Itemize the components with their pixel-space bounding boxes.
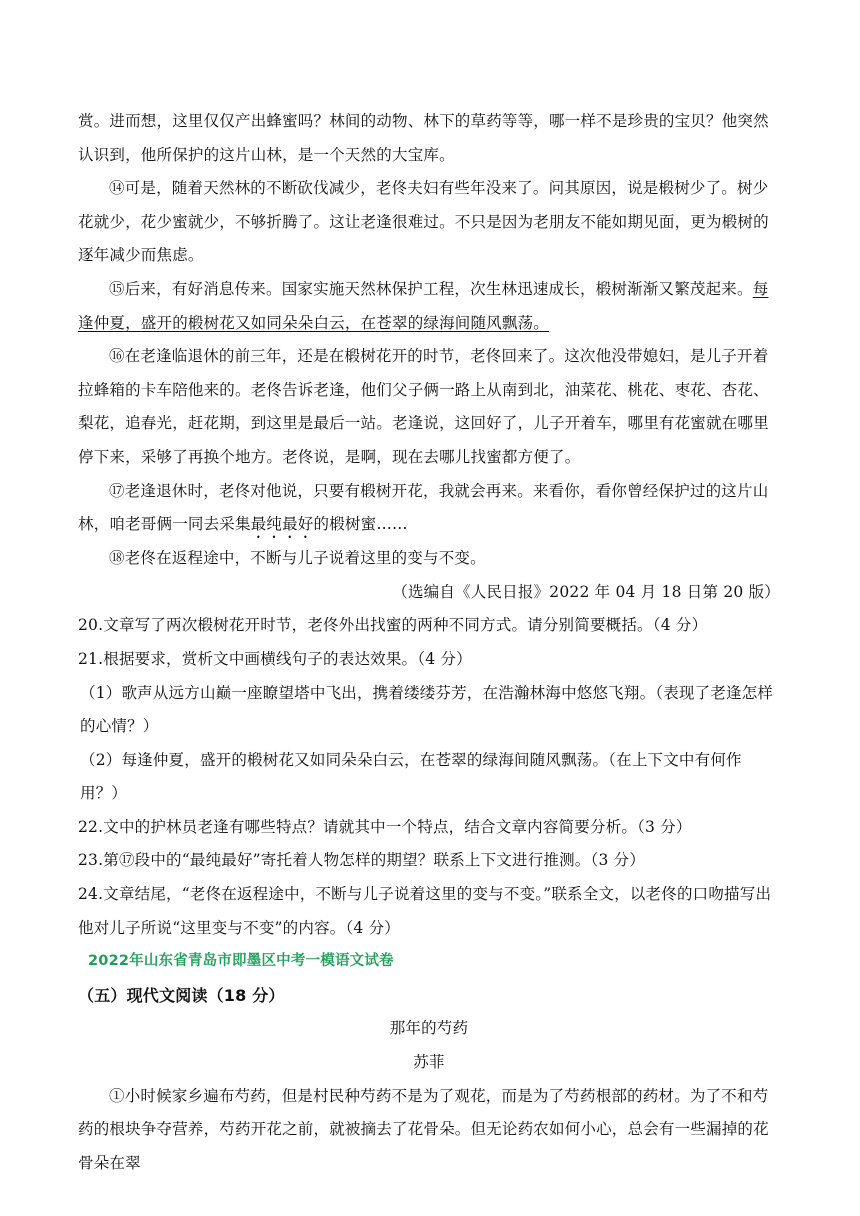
- question-24: 24.文章结尾，“老佟在返程途中，不断与儿子说着这里的变与不变。”联系全文，以老佟的口吻描写出他对儿子所说“这里变与不变”的内容。（4 分）: [78, 885, 772, 937]
- article-paragraph-1: ①小时候家乡遍布芍药，但是村民种芍药不是为了观花，而是为了芍药根部的药材。为了不和芍药的根块争夺营养，芍药开花之前，就被摘去了花骨朵。但无论药农如何小心，总会有一些漏掉的花骨朵在翠: [78, 1086, 769, 1172]
- question-22: 22.文中的护林员老逢有哪些特点？请就其中一个特点，结合文章内容简要分析。（3 分）: [78, 817, 692, 836]
- article-title: 那年的芍药: [389, 1019, 469, 1038]
- exam-source-tag: 2022年山东省青岛市即墨区中考一模语文试卷: [88, 953, 394, 970]
- section-heading: （五）现代文阅读（18 分）: [78, 985, 285, 1005]
- paragraph-17: [78, 475, 780, 543]
- question-21: 21.根据要求，赏析文中画横线句子的表达效果。（4 分）: [78, 649, 472, 668]
- emphasized-phrase: 最纯最好: [250, 515, 314, 534]
- question-20: 20.文章写了两次椴树花开时节，老佟外出找蜜的两种不同方式。请分别简要概括。（4 分）: [78, 616, 708, 635]
- paragraph-18: ⑱老佟在返程途中，不断与儿子说着这里的变与不变。: [109, 549, 486, 568]
- source-citation: （选编自《人民日报》2022 年 04 月 18 日第 20 版）: [392, 582, 780, 601]
- article-author: 苏菲: [413, 1053, 445, 1072]
- paragraph-17-text-a: ⑰老逢退休时，老佟对他说，只要有椴树开花，我就会再来。来看你，看你曾经保护过的这片山林，咱老哥俩一同去采集: [78, 481, 769, 534]
- paragraph-15: [78, 273, 780, 340]
- question-21-part-1: （1）歌声从远方山巅一座瞭望塔中飞出，携着缕缕芬芳，在浩瀚林海中悠悠飞翔。（表现了老逢怎样的心情？）: [80, 683, 774, 736]
- paragraph-16: ⑯在老逢临退休的前三年，还是在椴树花开的时节，老佟回来了。这次他没带媳妇，是儿子开着拉蜂箱的卡车陪他来的。老佟告诉老逢，他们父子俩一路上从南到北，油菜花、桃花、枣花、杏花、梨花，追春光，赶花期，到这里是最后一站。老逢说，这回好了，儿子开着车，哪里有花蜜就在哪里停下来，采够了再换个地方。老佟说，是啊，现在去哪儿找蜜都方便了。: [78, 347, 769, 466]
- paragraph-17-text-b: 的椴树蜜……: [313, 515, 408, 534]
- paragraph-15-text: ⑮后来，有好消息传来。国家实施天然林保护工程，次生林迅速成长，椴树渐渐又繁茂起来。: [109, 279, 753, 298]
- question-23: 23.第⑰段中的“最纯最好”寄托着人物怎样的期望？联系上下文进行推测。（3 分）: [78, 851, 646, 870]
- paragraph-14: ⑭可是，随着天然林的不断砍伐减少，老佟夫妇有些年没来了。问其原因，说是椴树少了。树少花就少，花少蜜就少，不够折腾了。这让老逢很难过。不只是因为老朋友不能如期见面，更为椴树的逐年减少而焦虑。: [78, 179, 769, 265]
- continued-paragraph: 赏。进而想，这里仅仅产出蜂蜜吗？林间的动物、林下的草药等等，哪一样不是珍贵的宝贝？他突然认识到，他所保护的这片山林，是一个天然的大宝库。: [78, 112, 769, 164]
- text-body: [78, 105, 780, 1180]
- underlined-sentence: 每逢仲夏，盛开的椴树花又如同朵朵白云，在苍翠的绿海间随风飘荡。: [78, 279, 769, 332]
- question-21-part-2: （2）每逢仲夏，盛开的椴树花又如同朵朵白云，在苍翠的绿海间随风飘荡。（在上下文中有何作用？）: [80, 750, 742, 803]
